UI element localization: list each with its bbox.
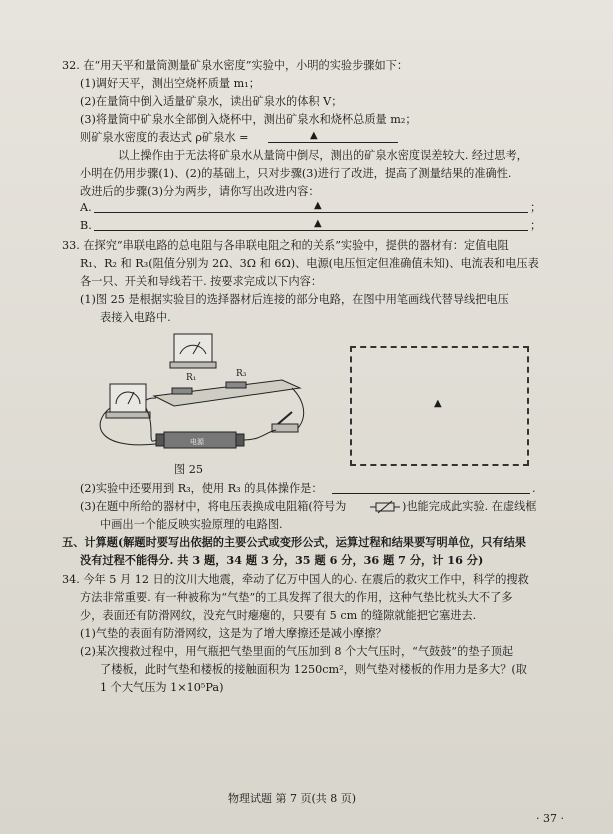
section5-title-line1: 五、计算题(解题时要写出依据的主要公式或变形公式，运算过程和结果要写明单位，只有结果 xyxy=(62,535,526,549)
resistor-r1-icon xyxy=(172,388,192,394)
figure-25-caption: 图 25 xyxy=(174,463,203,476)
q34-part2-line3: 1 个大气压为 1×10⁵Pa) xyxy=(100,681,224,694)
q32-option-b-blank xyxy=(94,230,528,231)
page-footer-info: 物理试题 第 7 页(共 8 页) xyxy=(228,792,357,805)
q32-step2: (2)在量筒中倒入适量矿泉水，读出矿泉水的体积 V； xyxy=(80,95,343,108)
q32-para2: 小明在仍用步骤(1)、(2)的基础上，只对步骤(3)进行了改进，提高了测量结果的准确性. xyxy=(80,167,512,180)
q32-option-a-semicolon: ； xyxy=(530,201,542,214)
q32-para3: 改进后的步骤(3)分为两步，请你写出改进内容： xyxy=(80,185,320,198)
q32-stem: 32. 在“用天平和量筒测量矿泉水密度”实验中，小明的实验步骤如下： xyxy=(62,59,409,72)
q32-option-b-semicolon: ； xyxy=(530,219,542,232)
q33-part2: (2)实验中还要用到 R₃，使用 R₃ 的具体操作是： xyxy=(80,482,323,495)
q34-stem-line3: 少，表面还有防滑网纹，没充气时瘪瘪的，只要有 5 cm 的缝隙就能把它塞进去. xyxy=(80,609,477,622)
q32-formula-marker: ▲ xyxy=(310,130,318,141)
q34-part2-line1: (2)某次搜救过程中，用气瓶把气垫里面的气压加到 8 个大气压时，“气鼓鼓”的垫子顶起 xyxy=(80,645,514,658)
voltmeter-icon xyxy=(174,334,212,362)
q34-part2-line2: 了楼板，此时气垫和楼板的接触面积为 1250cm²，则气垫对楼板的作用力是多大？(取 xyxy=(100,663,527,676)
q34-part1: (1)气垫的表面有防滑网纹，这是为了增大摩擦还是减小摩擦？ xyxy=(80,627,387,640)
q32-option-b-marker: ▲ xyxy=(314,218,322,229)
q32-formula-blank xyxy=(268,142,398,143)
q32-formula: 则矿泉水密度的表达式 ρ矿泉水 = xyxy=(80,131,249,144)
q34-stem-line1: 34. 今年 5 月 12 日的汶川大地震，牵动了亿万中国人的心. 在震后的救灾工作中，科学的搜救 xyxy=(62,573,529,586)
q32-step1: (1)调好天平，测出空烧杯质量 m₁； xyxy=(80,77,260,90)
q33-part3-line1a: (3)在题中所给的器材中，将电压表换成电阻箱(符号为 xyxy=(80,500,347,513)
ammeter-icon xyxy=(110,384,146,412)
q33-part3-line1b: )也能完成此实验. 在虚线框 xyxy=(402,500,537,513)
battery-label: 电源 xyxy=(190,438,204,446)
q32-option-b: B. xyxy=(80,219,92,232)
q33-part2-blank xyxy=(332,493,530,494)
page-number: · 37 · xyxy=(536,812,564,825)
answer-box-marker: ▲ xyxy=(434,398,442,409)
q33-part1-line2: 表接入电路中. xyxy=(100,311,171,324)
q33-stem-line1: 33. 在探究“串联电路的总电阻与各串联电阻之和的关系”实验中，提供的器材有：定值电阻 xyxy=(62,239,509,252)
resistor-r2-icon xyxy=(226,382,246,388)
q33-stem-line2: R₁、R₂ 和 R₃(阻值分别为 2Ω、3Ω 和 6Ω)、电源(电压恒定但准确值未知)、电流表和电压表 xyxy=(80,257,539,270)
resistance-box-symbol-icon xyxy=(370,500,400,514)
r1-label: R₁ xyxy=(186,373,197,383)
figure-25-circuit xyxy=(86,328,316,458)
q32-option-a-blank xyxy=(94,212,528,213)
q32-para1: 以上操作由于无法将矿泉水从量筒中倒尽，测出的矿泉水密度误差较大. 经过思考， xyxy=(118,149,528,162)
q32-option-a: A. xyxy=(80,201,92,214)
q33-part3-line2: 中画出一个能反映实验原理的电路图. xyxy=(100,518,283,531)
q33-stem-line3: 各一只、开关和导线若干. 按要求完成以下内容： xyxy=(80,275,323,288)
r3-label: R₃ xyxy=(236,369,247,379)
q32-step3: (3)将量筒中矿泉水全部倒入烧杯中，测出矿泉水和烧杯总质量 m₂； xyxy=(80,113,417,126)
section5-title-line2: 没有过程不能得分. 共 3 题，34 题 3 分，35 题 6 分，36 题 7 分，计 16 分) xyxy=(80,553,484,567)
switch-icon xyxy=(272,424,298,432)
q33-part1-line1: (1)图 25 是根据实验目的选择器材后连接的部分电路，在图中用笔画线代替导线把电压 xyxy=(80,293,509,306)
q34-stem-line2: 方法非常重要. 有一种被称为“气垫”的工具发挥了很大的作用，这种气垫比枕头大不了多 xyxy=(80,591,513,604)
q32-option-a-marker: ▲ xyxy=(314,200,322,211)
q33-part2-period: . xyxy=(532,482,536,495)
